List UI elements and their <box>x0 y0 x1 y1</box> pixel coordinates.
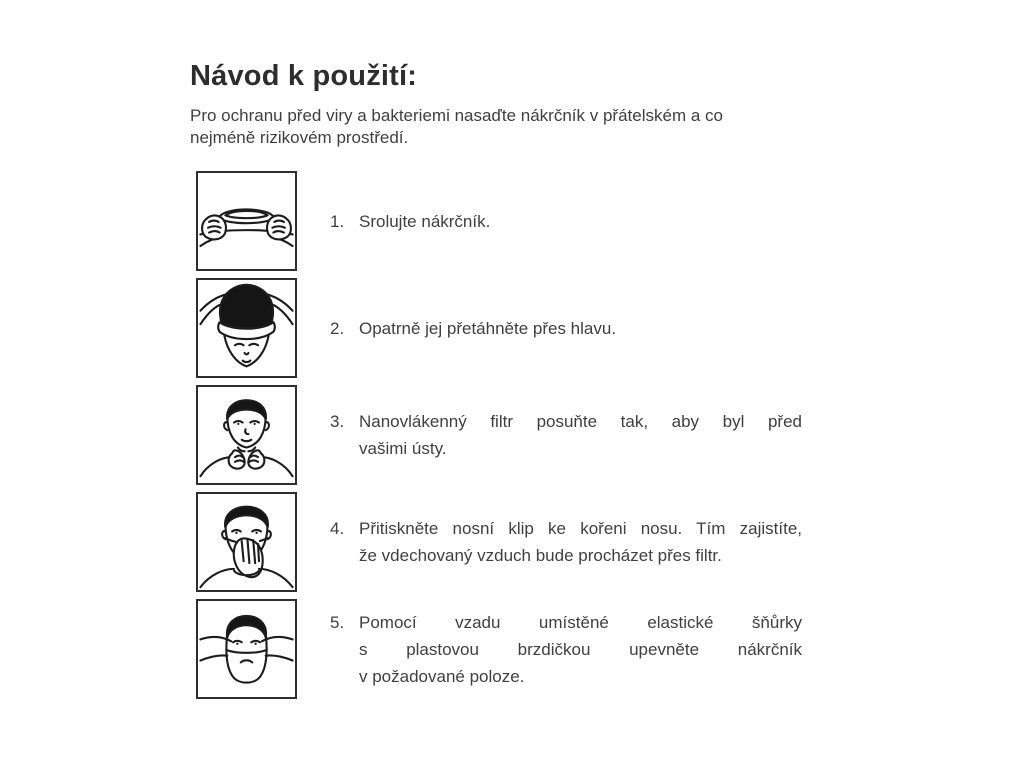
intro-text: Pro ochranu před viry a bakteriemi nasaďte nákrčník v přátelském a co nejméně rizikovém prostředí. <box>190 106 723 147</box>
step-line: v požadované poloze. <box>359 666 525 686</box>
page-title: Návod k použití: <box>190 60 418 92</box>
step-4-illustration-box <box>196 492 297 592</box>
step-1-text <box>330 208 802 235</box>
adjust-filter-at-neck-illustration-icon <box>198 387 295 483</box>
step-3-illustration-box <box>196 385 297 485</box>
step-row-2 <box>196 278 830 378</box>
tighten-cord-behind-head-illustration-icon <box>198 601 295 697</box>
step-2-text <box>330 315 802 342</box>
step-4-text <box>330 515 802 569</box>
step-line: Srolujte nákrčník. <box>359 211 491 231</box>
step-lines <box>359 515 802 569</box>
step-lines <box>359 408 802 462</box>
step-line: vašimi ústy. <box>359 439 447 458</box>
steps-list <box>196 171 830 699</box>
step-number: 3. <box>330 412 345 431</box>
step-row-5 <box>196 599 830 699</box>
step-row-4 <box>196 492 830 592</box>
step-lines <box>359 609 802 690</box>
step-line: s plastovou brzdičkou upevněte nákrčník <box>359 639 802 659</box>
step-number: 2. <box>330 318 345 338</box>
step-line: Opatrně jej přetáhněte přes hlavu. <box>359 318 617 338</box>
step-5-illustration-box <box>196 599 297 699</box>
step-3-text <box>330 408 802 462</box>
step-lines <box>359 208 802 235</box>
step-row-3 <box>196 385 830 485</box>
step-line: Pomocí vzadu umístěné elastické šňůrky <box>359 612 802 632</box>
press-nose-clip-illustration-icon <box>198 494 295 590</box>
pull-over-head-illustration-icon <box>198 280 295 376</box>
step-row-1 <box>196 171 830 271</box>
step-number: 4. <box>330 519 345 538</box>
step-line: Nanovlákenný filtr posuňte tak, aby byl před <box>359 412 802 431</box>
step-5-text <box>330 609 802 690</box>
step-1-illustration-box <box>196 171 297 271</box>
step-number: 1. <box>330 211 345 231</box>
content-column <box>190 60 830 706</box>
stretch-gaiter-illustration-icon <box>198 173 295 269</box>
step-line: že vdechovaný vzduch bude procházet přes filtr. <box>359 546 722 565</box>
step-lines <box>359 315 802 342</box>
step-number: 5. <box>330 612 345 632</box>
step-line: Přitiskněte nosní klip ke kořeni nosu. Tím zajistíte, <box>359 519 802 538</box>
step-2-illustration-box <box>196 278 297 378</box>
